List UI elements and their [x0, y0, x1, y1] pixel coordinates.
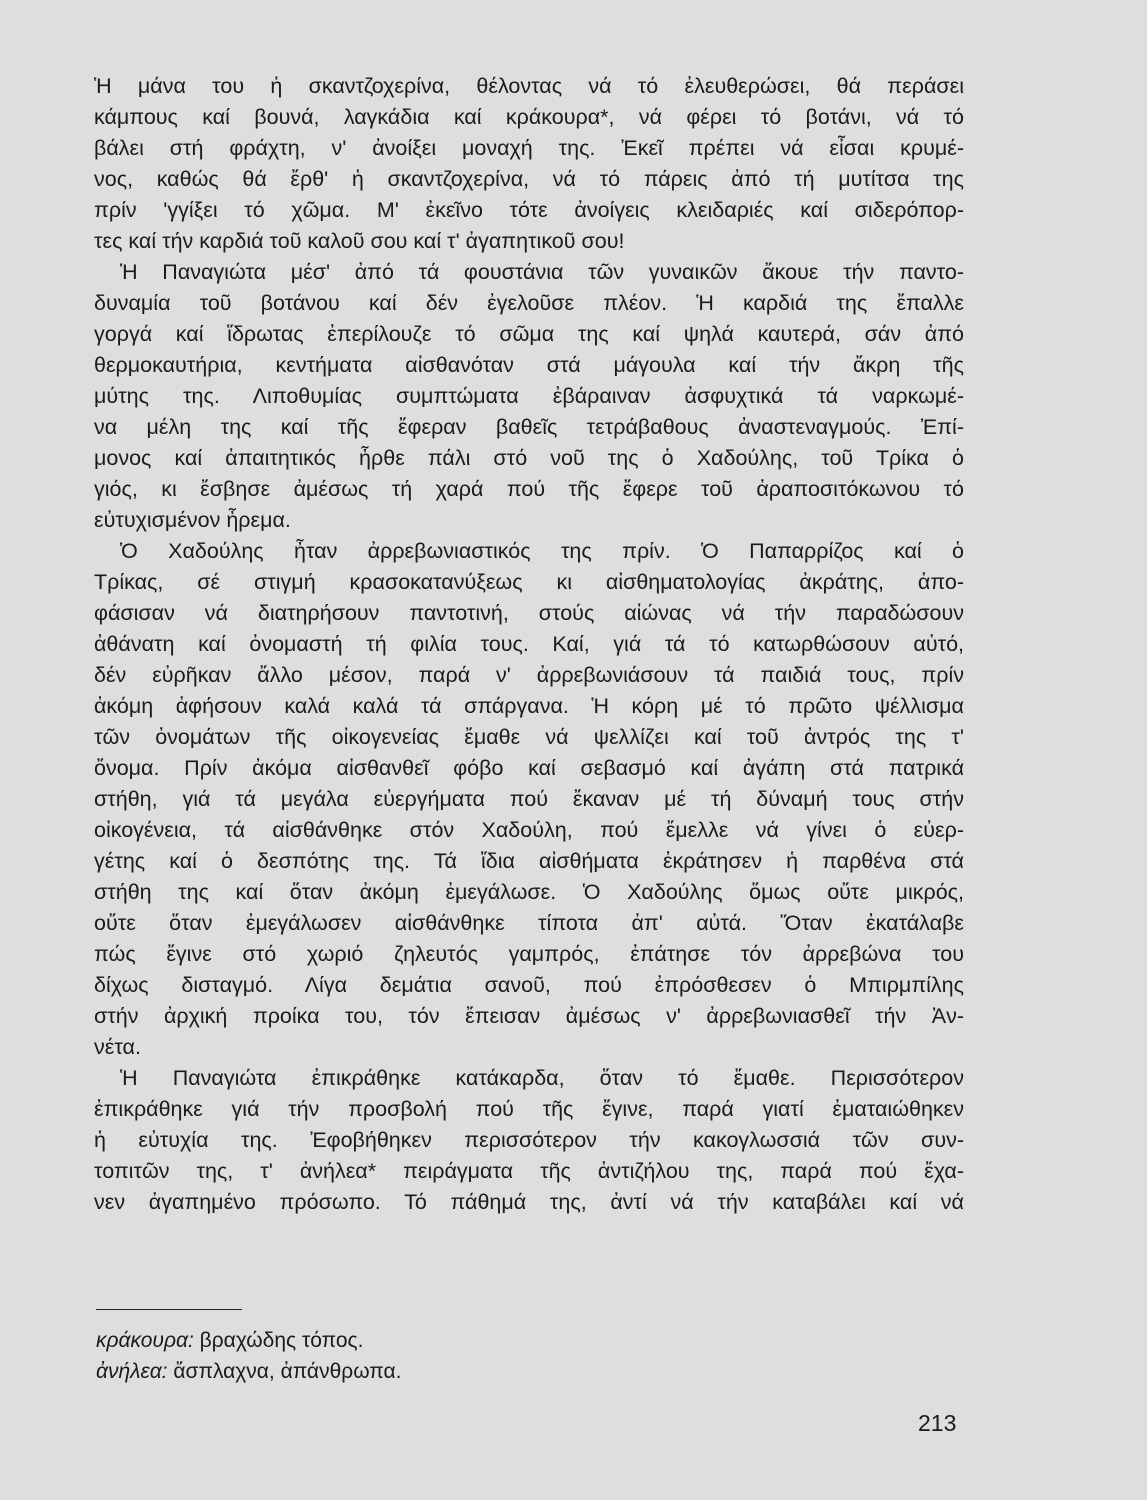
text-line: ἡ εὐτυχία της. Ἐφοβήθηκεν περισσότερον τήν κακογλωσσιά τῶν συν- [94, 1128, 964, 1152]
footnote [96, 1356, 401, 1387]
text-line: βάλει στή φράχτη, ν' ἀνοίξει μοναχή της. Ἐκεῖ πρέπει νά εἶσαι κρυμέ- [94, 136, 964, 160]
footnote-definition: ἄσπλαχνα, ἀπάνθρωπα. [173, 1360, 402, 1383]
text-line: κάμπους καί βουνά, λαγκάδια καί κράκουρα*, νά φέρει τό βοτάνι, νά τό [94, 105, 964, 129]
text-line: νεν ἀγαπημένο πρόσωπο. Τό πάθημά της, ἀντί νά τήν καταβάλει καί νά [94, 1190, 964, 1214]
text-line: ἐπικράθηκε γιά τήν προσβολή πού τῆς ἔγινε, παρά γιατί ἐματαιώθηκεν [94, 1097, 964, 1121]
text-line: θερμοκαυτήρια, κεντήματα αἰσθανόταν στά μάγουλα καί τήν ἄκρη τῆς [94, 353, 964, 377]
text-line: Ἡ Παναγιώτα ἐπικράθηκε κατάκαρδα, ὅταν τό ἔμαθε. Περισσότερον [120, 1066, 964, 1090]
footnote [96, 1325, 401, 1356]
text-line: στήθη της καί ὅταν ἀκόμη ἐμεγάλωσε. Ὁ Χαδούλης ὅμως οὔτε μικρός, [94, 880, 964, 904]
text-line: Ἡ μάνα του ἡ σκαντζοχερίνα, θέλοντας νά τό ἐλευθερώσει, θά περάσει [94, 74, 964, 98]
text-line: πρίν 'γγίξει τό χῶμα. Μ' ἐκεῖνο τότε ἀνοίγεις κλειδαριές καί σιδερόπορ- [94, 198, 964, 222]
text-line: στήθη, γιά τά μεγάλα εὐεργήματα πού ἔκαναν μέ τή δύναμή τους στήν [94, 787, 964, 811]
text-line: δίχως δισταγμό. Λίγα δεμάτια σανοῦ, πού ἐπρόσθεσεν ὁ Μπιρμπίλης [94, 973, 964, 997]
text-line: μύτης της. Λιποθυμίας συμπτώματα ἐβάραιναν ἀσφυχτικά τά ναρκωμέ- [94, 384, 964, 408]
text-line: δυναμία τοῦ βοτάνου καί δέν ἐγελοῦσε πλέον. Ἡ καρδιά της ἔπαλλε [94, 291, 964, 315]
text-line: ἀκόμη ἀφήσουν καλά καλά τά σπάργανα. Ἡ κόρη μέ τό πρῶτο ψέλλισμα [94, 694, 964, 718]
text-line: τοπιτῶν της, τ' ἀνήλεα* πειράγματα τῆς ἀντιζήλου της, παρά πού ἔχα- [94, 1159, 964, 1183]
footnote-term: ἀνήλεα: [96, 1360, 168, 1383]
text-line: νος, καθώς θά ἔρθ' ἡ σκαντζοχερίνα, νά τό πάρεις ἀπό τή μυτίτσα της [94, 167, 964, 191]
text-line: ἀθάνατη καί ὀνομαστή τή φιλία τους. Καί, γιά τά τό κατωρθώσουν αὐτό, [94, 632, 964, 656]
page-number: 213 [918, 1410, 957, 1436]
text-line: Ἡ Παναγιώτα μέσ' ἀπό τά φουστάνια τῶν γυναικῶν ἄκουε τήν παντο- [120, 260, 964, 284]
text-line: φάσισαν νά διατηρήσουν παντοτινή, στούς αἰώνας νά τήν παραδώσουν [94, 601, 964, 625]
text-line: γοργά καί ἵδρωτας ἐπερίλουζε τό σῶμα της καί ψηλά καυτερά, σάν ἀπό [94, 322, 964, 346]
text-line: νέτα. [94, 1035, 141, 1059]
text-line: πώς ἔγινε στό χωριό ζηλευτός γαμπρός, ἐπάτησε τόν ἀρρεβώνα του [94, 942, 964, 966]
text-line: οὔτε ὅταν ἐμεγάλωσεν αἰσθάνθηκε τίποτα ἀπ' αὐτά. Ὅταν ἐκατάλαβε [94, 911, 964, 935]
text-line: οἰκογένεια, τά αἰσθάνθηκε στόν Χαδούλη, πού ἔμελλε νά γίνει ὁ εὐερ- [94, 818, 964, 842]
text-line: τῶν ὀνομάτων τῆς οἰκογενείας ἔμαθε νά ψελλίζει καί τοῦ ἀντρός της τ' [94, 725, 964, 749]
text-line: μονος καί ἀπαιτητικός ἦρθε πάλι στό νοῦ της ὁ Χαδούλης, τοῦ Τρίκα ὁ [94, 446, 964, 470]
body-text [94, 71, 964, 1218]
footnote-definition: βραχώδης τόπος. [199, 1329, 364, 1352]
text-line: ὄνομα. Πρίν ἀκόμα αἰσθανθεῖ φόβο καί σεβασμό καί ἀγάπη στά πατρικά [94, 756, 964, 780]
text-line: Τρίκας, σέ στιγμή κρασοκατανύξεως κι αἰσθηματολογίας ἀκράτης, ἀπο- [94, 570, 964, 594]
footnote-separator [96, 1309, 242, 1310]
footnotes [96, 1325, 401, 1387]
text-line: τες καί τήν καρδιά τοῦ καλοῦ σου καί τ' ἀγαπητικοῦ σου! [94, 229, 625, 253]
text-line: γιός, κι ἔσβησε ἀμέσως τή χαρά πού τῆς ἔφερε τοῦ ἀραποσιτόκωνου τό [94, 477, 964, 501]
text-line: δέν εὐρῆκαν ἄλλο μέσον, παρά ν' ἀρρεβωνιάσουν τά παιδιά τους, πρίν [94, 663, 964, 687]
text-line: γέτης καί ὁ δεσπότης της. Τά ἴδια αἰσθήματα ἐκράτησεν ἡ παρθένα στά [94, 849, 964, 873]
text-line: να μέλη της καί τῆς ἔφεραν βαθεῖς τετράβαθους ἀναστεναγμούς. Ἐπί- [94, 415, 964, 439]
text-line: εὐτυχισμένον ἦρεμα. [94, 508, 291, 532]
text-line: στήν ἀρχική προίκα του, τόν ἔπεισαν ἀμέσως ν' ἀρρεβωνιασθεῖ τήν Ἀν- [94, 1004, 964, 1028]
text-line: Ὁ Χαδούλης ἦταν ἀρρεβωνιαστικός της πρίν. Ὁ Παπαρρίζος καί ὁ [120, 539, 964, 563]
footnote-term: κράκουρα: [96, 1329, 194, 1352]
